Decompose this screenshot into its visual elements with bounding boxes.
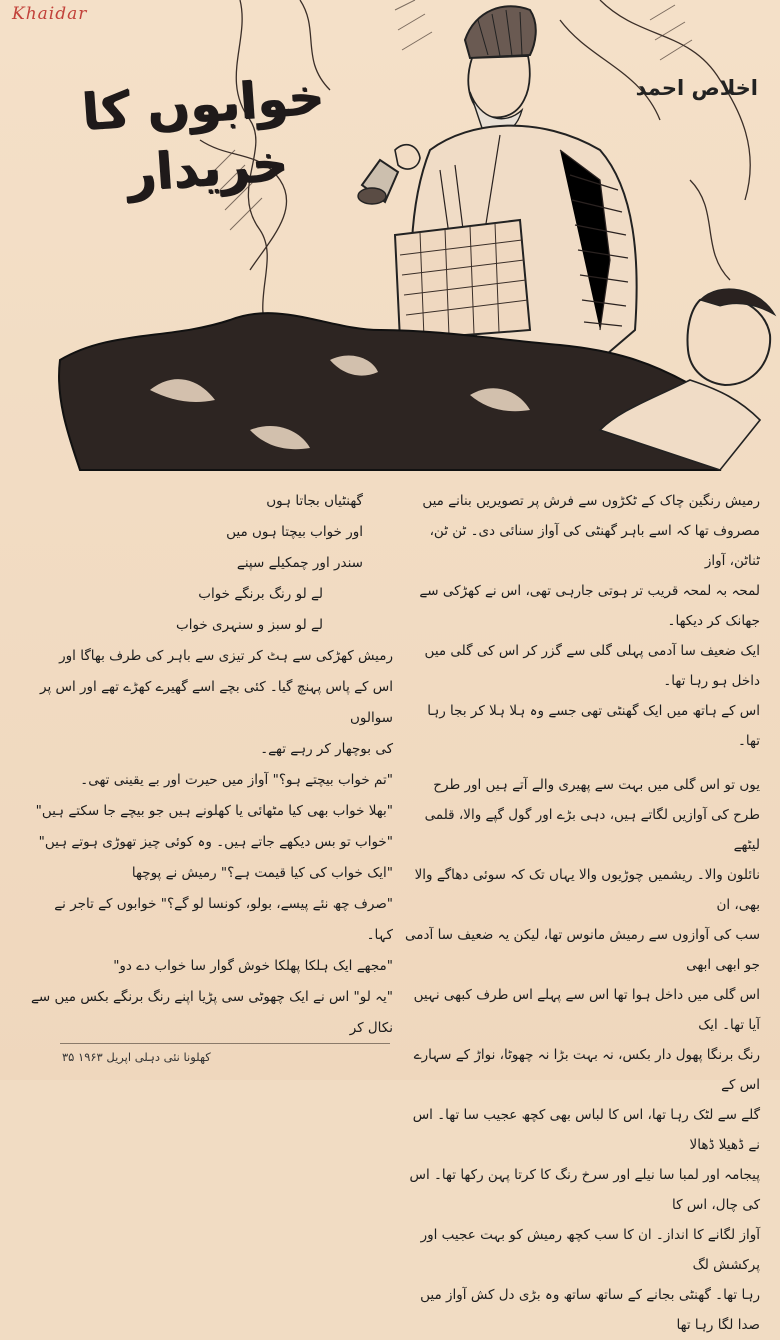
- story-right-column: [405, 486, 760, 1340]
- verse-line: سندر اور چمکیلے سپنے: [236, 555, 363, 571]
- dialogue-line: "یہ لو" اس نے ایک چھوٹی سی پڑیا اپنے رنگ برنگے بکس میں سے نکال کر: [30, 989, 393, 1036]
- handwritten-note: Khaidar: [12, 4, 88, 24]
- paragraph-line: اس گلی میں داخل ہوا تھا اس سے پہلے اس طرف کبھی نہیں آیا تھا۔ ایک: [413, 987, 760, 1033]
- illustration-old-peddler-with-bell-and-sleeping-boy: [0, 0, 780, 480]
- verse-line: لے لو سبز و سنہری خواب: [175, 617, 323, 633]
- paragraph-line: مصروف تھا کہ اسے باہر گھنٹی کی آواز سنائی دی۔ ٹن ٹن، ٹناٹن، آواز: [429, 523, 760, 569]
- paragraph-line: آواز لگانے کا انداز۔ ان کا سب کچھ رمیش کو بہت عجیب اور پرکشش لگ: [420, 1227, 760, 1273]
- paragraph-line: نائلون والا۔ ریشمیں چوڑیوں والا یہاں تک کہ سوئی دھاگے والا بھی، ان: [414, 867, 760, 913]
- verse-line: لے لو رنگ برنگے خواب: [198, 586, 323, 602]
- dialogue-line: "بھلا خواب بھی کیا مٹھائی یا کھلونے ہیں جو بیچے جا سکتے ہیں": [35, 803, 393, 819]
- paragraph-line: رمیش رنگین چاک کے ٹکڑوں سے فرش پر تصویریں بنانے میں: [422, 493, 760, 509]
- paragraph-line: یوں تو اس گلی میں بہت سے پھیری والے آتے ہیں اور طرح: [433, 777, 760, 793]
- paragraph-line: گلے سے لٹک رہا تھا، اس کا لباس بھی کچھ عجیب سا تھا۔ اس نے ڈھیلا ڈھالا: [412, 1107, 760, 1153]
- dialogue-line: "تم خواب بیچتے ہو؟" آواز میں حیرت اور بے یقینی تھی۔: [80, 772, 393, 788]
- paragraph-line: رمیش کھڑکی سے ہٹ کر تیزی سے باہر کی طرف بھاگا اور: [59, 648, 393, 664]
- paragraph-line: پیجامہ اور لمبا سا نیلے اور سرخ رنگ کا کرتا پہن رکھا تھا۔ اس کی چال، اس کا: [409, 1167, 760, 1213]
- story-title: خوابوں کا خریدار: [79, 66, 326, 203]
- verse-line: اور خواب بیچتا ہوں میں: [226, 524, 363, 540]
- dialogue-line: "خواب تو بس دیکھے جاتے ہیں۔ وہ کوئی چیز تھوڑی ہوتے ہیں": [38, 834, 393, 850]
- paragraph-line: رنگ برنگا پھول دار بکس، نہ بہت بڑا نہ چھوٹا، نواڑ کے سہارے اس کے: [413, 1047, 760, 1093]
- paragraph-line: کی بوچھار کر رہے تھے۔: [260, 741, 393, 757]
- footer-divider: [60, 1043, 390, 1044]
- paragraph-line: اس کے پاس پہنچ گیا۔ کئی بچے اسے گھیرے کھڑے تھے اور اس پر سوالوں: [40, 679, 393, 726]
- paragraph-line: لمحہ بہ لمحہ قریب تر ہوتی جارہی تھی، اس نے کھڑکی سے جھانک کر دیکھا۔: [419, 583, 760, 629]
- verse-line: گھنٹیاں بجاتا ہوں: [266, 493, 363, 509]
- author-name: اخلاص احمد: [635, 76, 758, 100]
- paragraph-line: رہا تھا۔ گھنٹی بجانے کے ساتھ ساتھ وہ بڑی دل کش آواز میں صدا لگا رہا تھا: [420, 1287, 760, 1333]
- dialogue-line: "صرف چھ نئے پیسے، بولو، کونسا لو گے؟" خوابوں کے تاجر نے کہا۔: [54, 896, 393, 943]
- paragraph-line: اس کے ہاتھ میں ایک گھنٹی تھی جسے وہ ہلا ہلا کر بجا رہا تھا۔: [427, 703, 760, 749]
- dialogue-line: "ایک خواب کی کیا قیمت ہے؟" رمیش نے پوچھا: [131, 865, 393, 881]
- paragraph-line: طرح کی آوازیں لگاتے ہیں، دہی بڑے اور گول گپے والا، قلمی لیٹھے: [424, 807, 760, 853]
- paragraph-line: سب کی آوازوں سے رمیش مانوس تھا، لیکن یہ ضعیف سا آدمی جو ابھی ابھی: [405, 927, 760, 973]
- paragraph-line: ایک ضعیف سا آدمی پہلی گلی سے گزر کر اس کی گلی میں داخل ہو رہا تھا۔: [424, 643, 760, 689]
- page-footer: کھلونا نئی دہلی اپریل ۱۹۶۳ ۳۵: [62, 1050, 211, 1064]
- dialogue-line: "مجھے ایک ہلکا پھلکا خوش گوار سا خواب دے دو": [113, 958, 393, 974]
- story-left-column: [28, 486, 393, 1044]
